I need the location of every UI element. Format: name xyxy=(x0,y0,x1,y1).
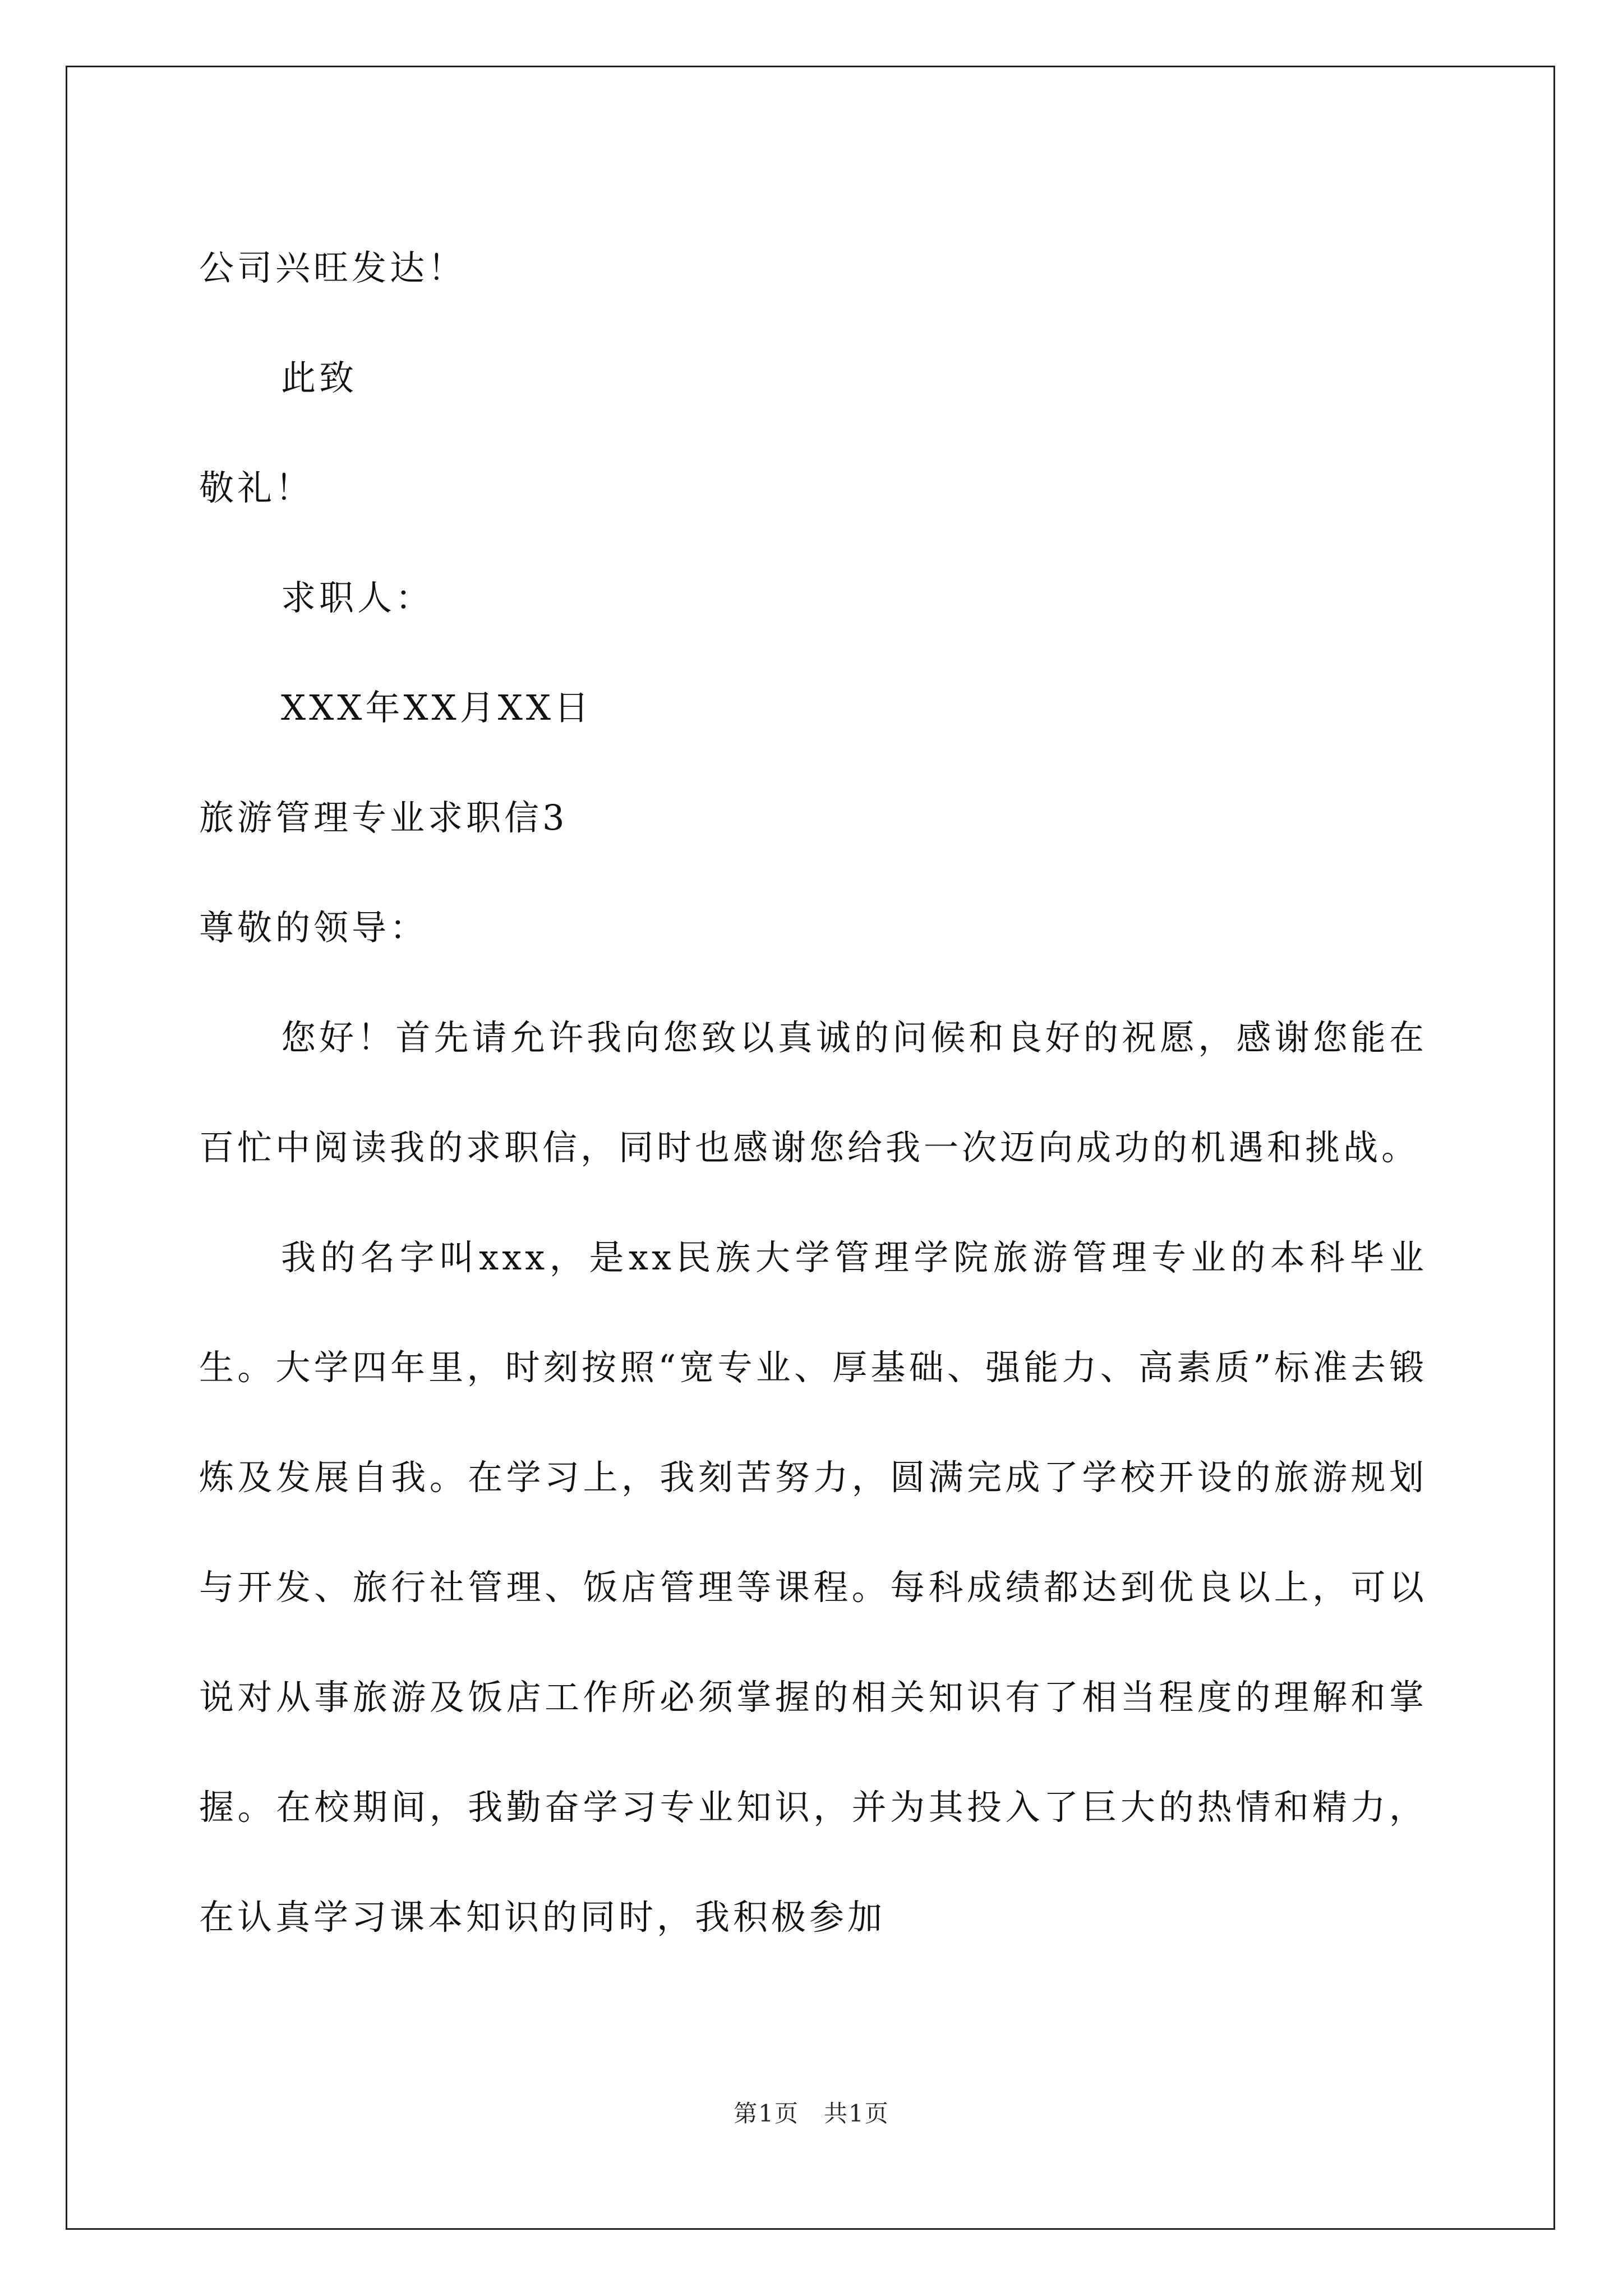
salutation-line-1: 此致 xyxy=(281,357,358,398)
page-footer: 第1页 共1页 xyxy=(734,2100,889,2127)
paragraph-intro: 您好！首先请允许我向您致以真诚的问候和良好的祝愿，感谢您能在百忙中阅读我的求职信，同时也感谢您给我一次迈向成功的机遇和挑战。 xyxy=(199,1017,1427,1168)
salutation-line-2: 敬礼！ xyxy=(199,467,314,508)
date-line: XXX年XX月XX日 xyxy=(281,687,592,728)
paragraph-background: 我的名字叫xxx，是xx民族大学管理学院旅游管理专业的本科毕业生。大学四年里，时刻按照“宽专业、厚基础、强能力、高素质”标准去锻炼及发展自我。在学习上，我刻苦努力，圆满完成了学校开设的旅游规划与开发、旅行社管理、饭店管理等课程。每科成绩都达到优良以上，可以说对从事旅游及饭店工作所必须掌握的相关知识有了相当程度的理解和掌握。在校期间，我勤奋学习专业知识，并为其投入了巨大的热情和精力，在认真学习课本知识的同时，我积极参加 xyxy=(199,1237,1427,1938)
applicant-label: 求职人： xyxy=(281,577,434,618)
closing-wish-line: 公司兴旺发达！ xyxy=(199,247,467,288)
section-title: 旅游管理专业求职信3 xyxy=(199,797,568,838)
greeting-line: 尊敬的领导： xyxy=(199,907,428,948)
document-body xyxy=(199,213,1427,1972)
